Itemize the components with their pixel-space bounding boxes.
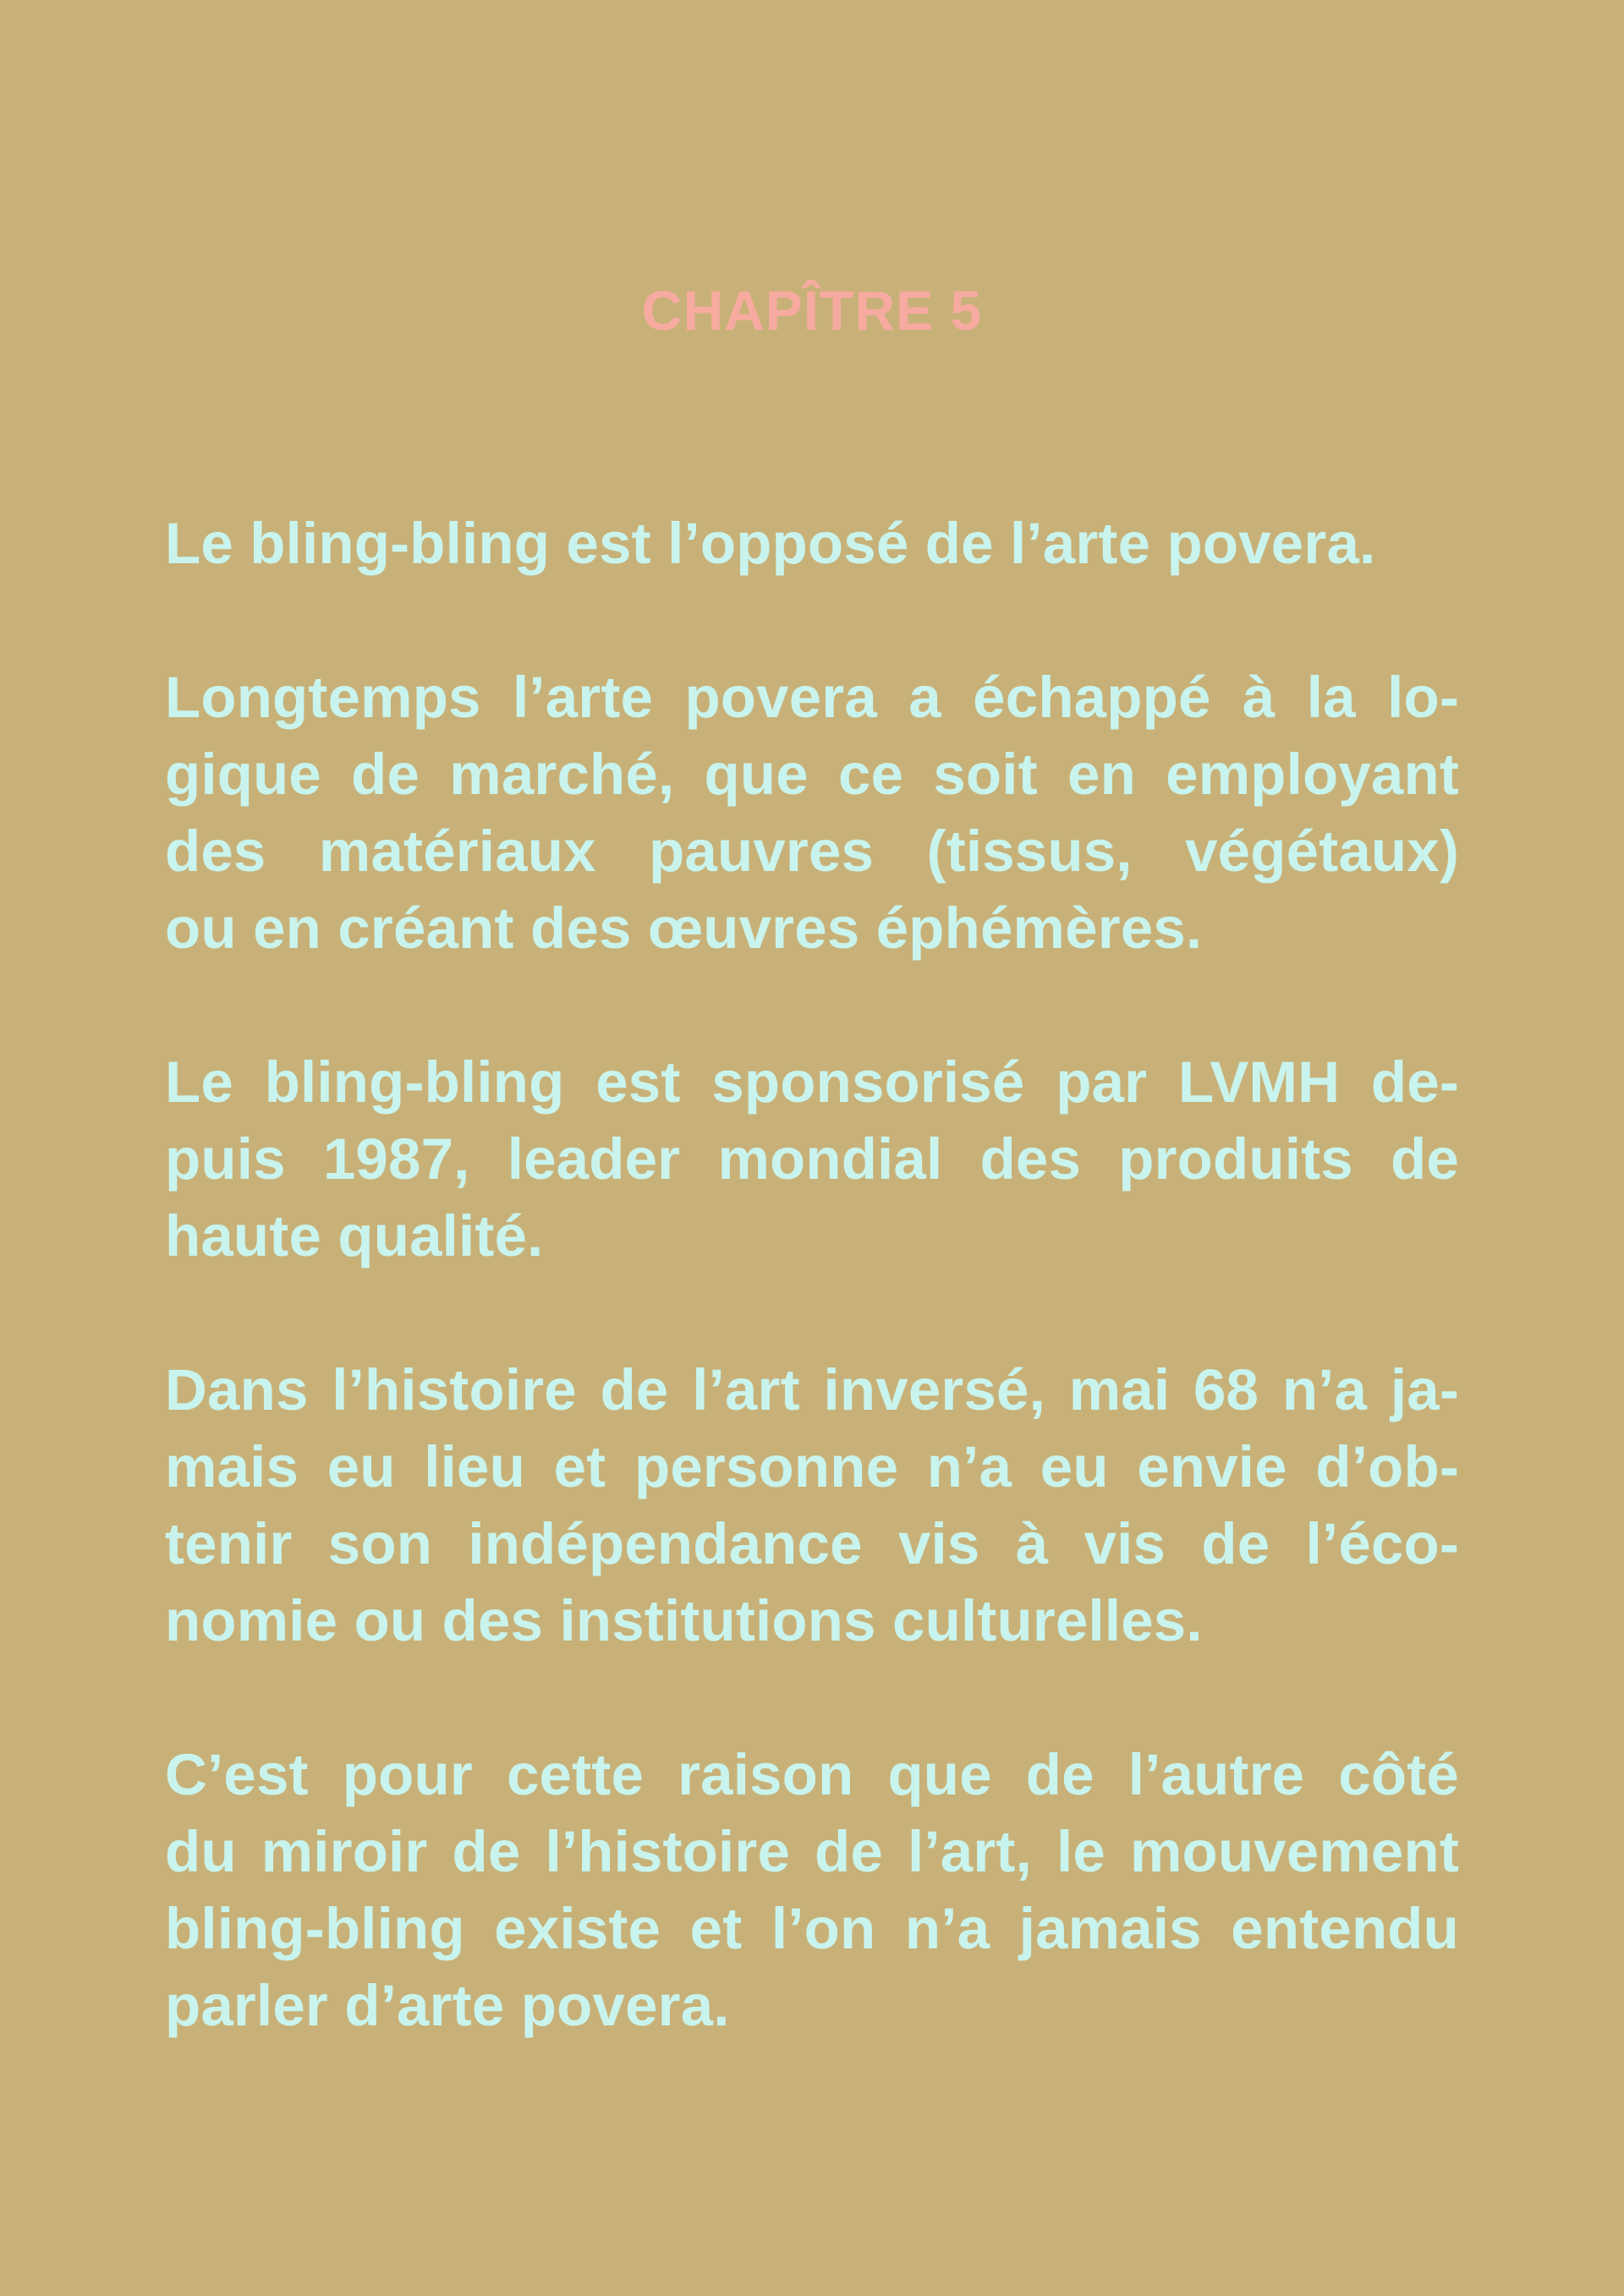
body-text <box>165 505 1459 2121</box>
paragraph-3 <box>165 1044 1459 1274</box>
paragraph-line: nomie ou des institutions culturelles. <box>165 1588 1203 1653</box>
paragraph-5 <box>165 1736 1459 2044</box>
paragraph-line: haute qualité. <box>165 1203 544 1269</box>
paragraph-1 <box>165 505 1459 582</box>
paragraph-line: mais eu lieu et personne n’a eu envie d’ob- <box>165 1434 1459 1499</box>
paragraph-line: Longtemps l’arte povera a échappé à la lo- <box>165 665 1459 730</box>
paragraph-line: tenir son indépendance vis à vis de l’éco- <box>165 1511 1459 1576</box>
paragraph-line: ou en créant des œuvres éphémères. <box>165 896 1203 961</box>
paragraph-4 <box>165 1351 1459 1659</box>
paragraph-line: Le bling-bling est l’opposé de l’arte povera. <box>165 511 1376 576</box>
paragraph-line: du miroir de l’histoire de l’art, le mouvement <box>165 1819 1459 1884</box>
paragraph-line: puis 1987, leader mondial des produits de <box>165 1126 1459 1192</box>
paragraph-line: C’est pour cette raison que de l’autre côté <box>165 1742 1459 1807</box>
paragraph-line: Dans l’histoire de l’art inversé, mai 68 n’a ja- <box>165 1357 1459 1422</box>
chapter-title: CHAPÎTRE 5 <box>641 279 983 342</box>
paragraph-2 <box>165 659 1459 967</box>
paragraph-line: bling-bling existe et l’on n’a jamais entendu <box>165 1896 1459 1961</box>
paragraph-line: des matériaux pauvres (tissus, végétaux) <box>165 819 1459 884</box>
paragraph-line: Le bling-bling est sponsorisé par LVMH de- <box>165 1049 1459 1115</box>
paragraph-line: gique de marché, que ce soit en employant <box>165 742 1459 807</box>
paragraph-line: parler d’arte povera. <box>165 1973 730 2038</box>
